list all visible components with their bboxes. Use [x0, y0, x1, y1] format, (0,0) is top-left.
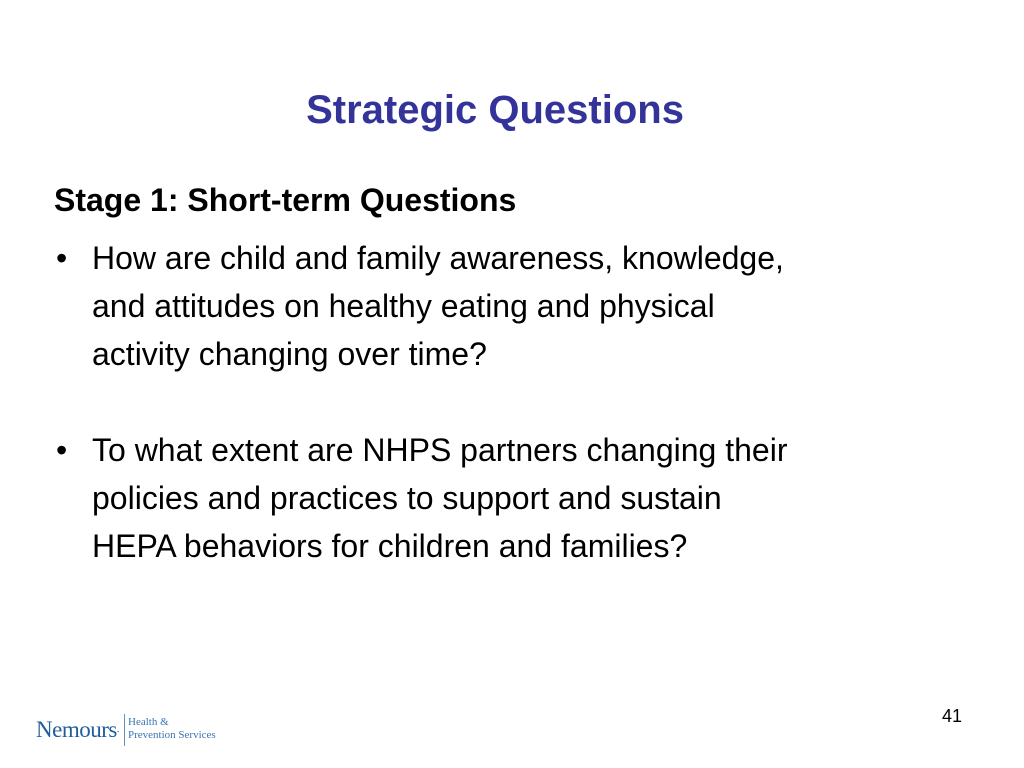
logo-wordmark-text: Nemours — [36, 717, 117, 742]
bullet-list — [0, 234, 1024, 570]
logo-registered-mark: . — [116, 724, 119, 735]
logo-tagline-line: Prevention Services — [128, 729, 216, 741]
bullet-line: To what extent are NHPS partners changing their — [92, 432, 788, 468]
logo-tagline-line: Health & — [128, 716, 169, 728]
bullet-text — [92, 426, 992, 570]
bullet-item — [0, 234, 1024, 378]
bullet-item — [0, 426, 1024, 570]
bullet-line: activity changing over time? — [92, 336, 487, 372]
nemours-logo — [36, 710, 236, 750]
bullet-text — [92, 234, 992, 378]
section-subtitle: Stage 1: Short-term Questions — [54, 182, 517, 218]
bullet-line: policies and practices to support and sustain — [92, 480, 722, 516]
bullet-line: How are child and family awareness, knowledge, — [92, 240, 784, 276]
slide-title: Strategic Questions — [306, 88, 684, 132]
logo-divider — [124, 714, 125, 746]
logo-wordmark — [36, 716, 119, 744]
bullet-line: and attitudes on healthy eating and physical — [92, 288, 715, 324]
bullet-marker: • — [56, 240, 68, 276]
bullet-line: HEPA behaviors for children and families? — [92, 528, 688, 564]
logo-tagline — [128, 716, 216, 742]
page-number: 41 — [942, 706, 963, 726]
bullet-marker: • — [56, 432, 68, 468]
